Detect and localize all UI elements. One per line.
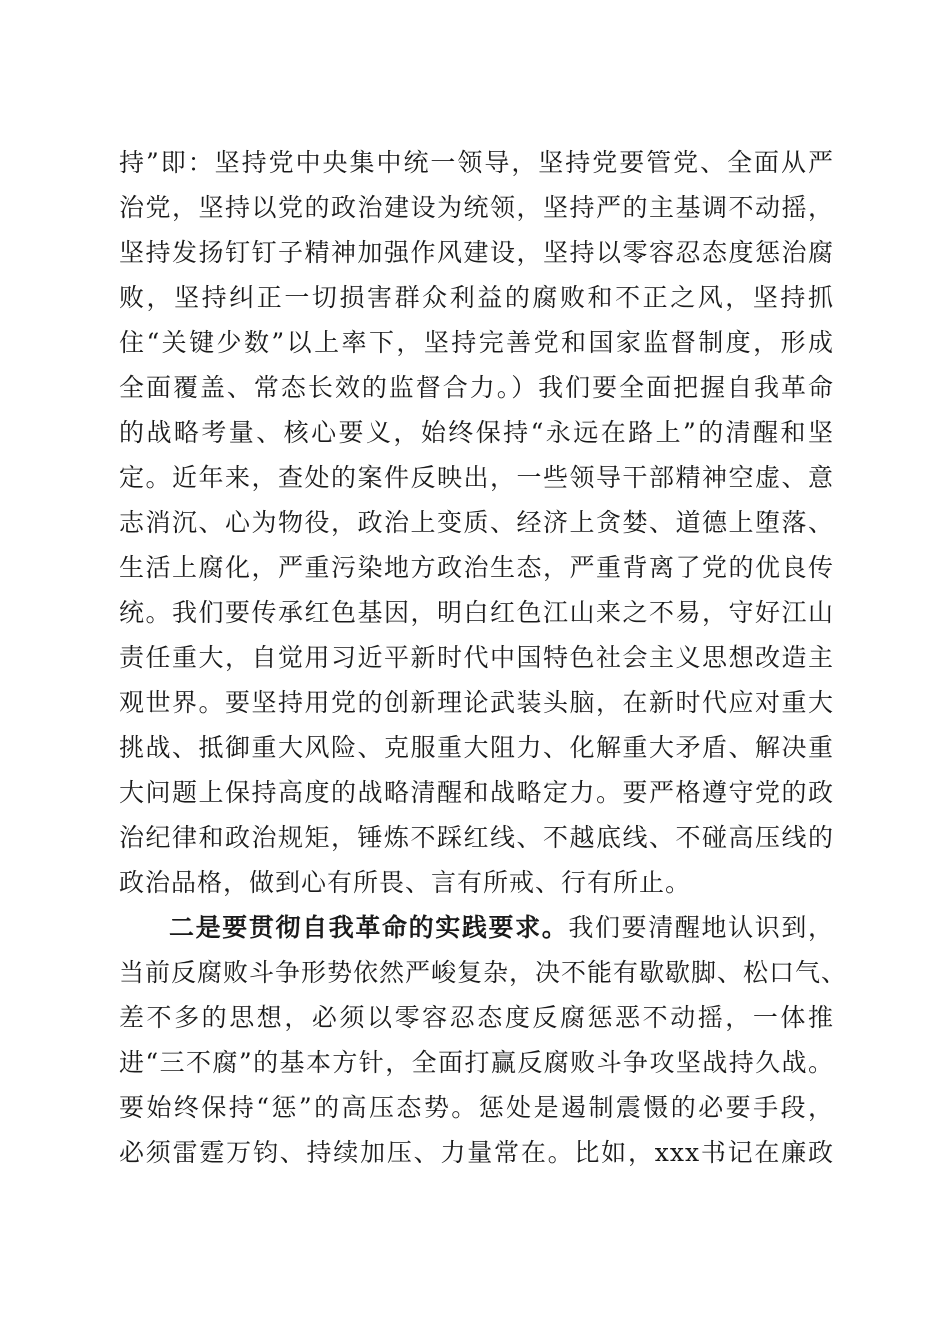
text-line: 志消沉、心为物役，政治上变质、经济上贪婪、道德上堕落、 <box>119 508 834 537</box>
text-line: 坚持发扬钉钉子精神加强作风建设，坚持以零容忍态度惩治腐 <box>119 238 834 267</box>
text-line: 生活上腐化，严重污染地方政治生态，严重背离了党的优良传 <box>119 553 834 582</box>
text-line: 大问题上保持高度的战略清醒和战略定力。要严格遵守党的政 <box>119 778 834 807</box>
paragraph-2 <box>119 905 848 1175</box>
text-line: 住“关键少数”以上率下，坚持完善党和国家监督制度，形成 <box>119 328 834 357</box>
text-line: 挑战、抵御重大风险、克服重大阻力、化解重大矛盾、解决重 <box>119 733 834 762</box>
text-line: 差不多的思想，必须以零容忍态度反腐惩恶不动摇，一体推 <box>119 1003 834 1032</box>
text-line: 进“三不腐”的基本方针，全面打赢反腐败斗争攻坚战持久战。 <box>119 1048 834 1077</box>
paragraph-1 <box>119 140 834 905</box>
text-line: 当前反腐败斗争形势依然严峻复杂，决不能有歇歇脚、松口气、 <box>119 958 848 987</box>
text-line: 败，坚持纠正一切损害群众利益的腐败和不正之风，坚持抓 <box>119 283 834 312</box>
paragraph-heading: 二是要贯彻自我革命的实践要求。 <box>169 913 569 942</box>
text-run: 我们要清醒地认识到， <box>568 913 834 942</box>
text-line: 必须雷霆万钧、持续加压、力量常在。比如，xxx书记在廉政 <box>119 1138 834 1167</box>
text-line: 持”即：坚持党中央集中统一领导，坚持党要管党、全面从严 <box>119 148 834 177</box>
text-line: 要始终保持“惩”的高压态势。惩处是遏制震慑的必要手段， <box>119 1093 834 1122</box>
text-line: 治党，坚持以党的政治建设为统领，坚持严的主基调不动摇， <box>119 193 834 222</box>
text-line: 统。我们要传承红色基因，明白红色江山来之不易，守好江山 <box>119 598 834 627</box>
text-line: 全面覆盖、常态长效的监督合力。）我们要全面把握自我革命 <box>119 373 834 402</box>
text-line: 定。近年来，查处的案件反映出，一些领导干部精神空虚、意 <box>119 463 834 492</box>
text-line: 观世界。要坚持用党的创新理论武装头脑，在新时代应对重大 <box>119 688 834 717</box>
text-line: 治纪律和政治规矩，锤炼不踩红线、不越底线、不碰高压线的 <box>119 823 834 852</box>
text-line: 责任重大，自觉用习近平新时代中国特色社会主义思想改造主 <box>119 643 834 672</box>
text-line: 政治品格，做到心有所畏、言有所戒、行有所止。 <box>119 868 692 897</box>
paragraph-first-line <box>119 905 834 950</box>
text-line: 的战略考量、核心要义，始终保持“永远在路上”的清醒和坚 <box>119 418 834 447</box>
document-body <box>119 140 848 1175</box>
